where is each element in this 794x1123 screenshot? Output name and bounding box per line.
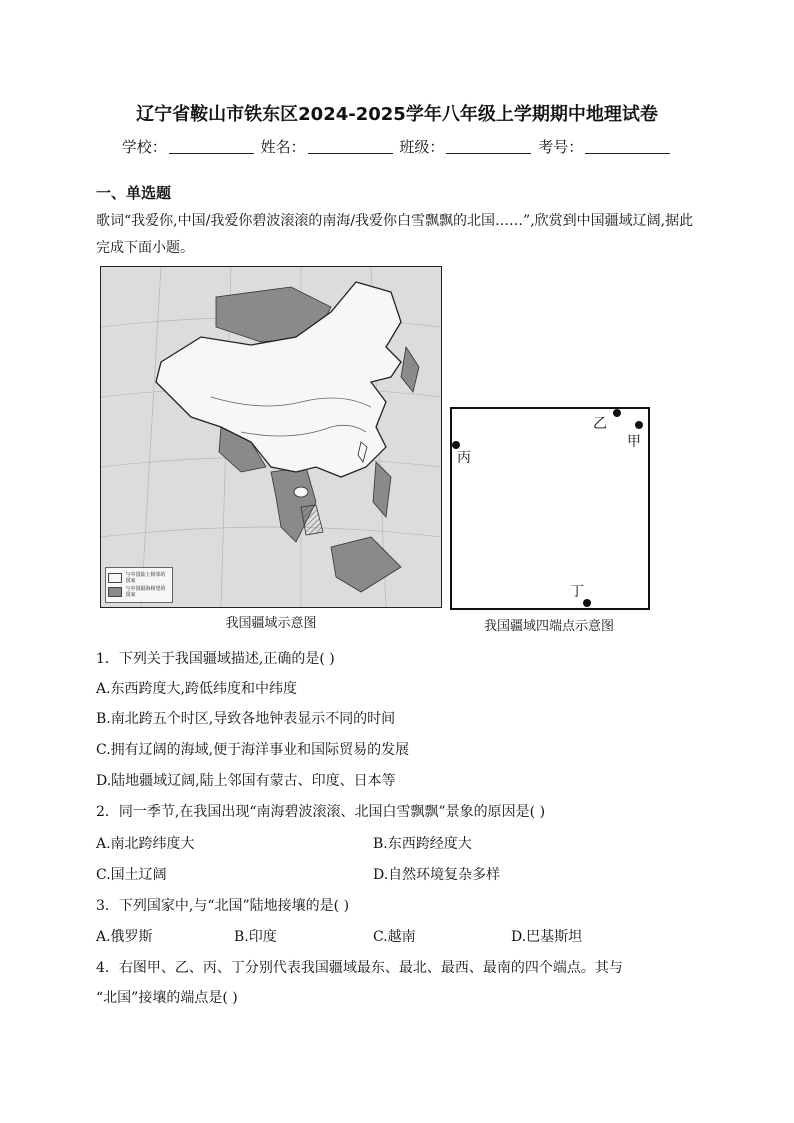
legend-swatch-land bbox=[108, 573, 122, 583]
point-jia-marker bbox=[635, 421, 643, 429]
legend-label-land: 与中国陆上相邻的国家 bbox=[125, 572, 166, 584]
legend-row-land bbox=[108, 572, 170, 584]
name-label: 姓名： bbox=[260, 138, 306, 156]
question-2-option-d[interactable]: D.自然环境复杂多样 bbox=[373, 867, 501, 883]
question-3-option-d[interactable]: D.巴基斯坦 bbox=[511, 929, 583, 945]
extreme-points-diagram bbox=[450, 407, 650, 610]
question-3-option-b[interactable]: B.印度 bbox=[234, 929, 277, 945]
question-3-option-c[interactable]: C.越南 bbox=[373, 929, 416, 945]
question-2-stem: 2．同一季节,在我国出现“南海碧波滚滚、北国白雪飘飘”景象的原因是( ) bbox=[96, 804, 546, 820]
class-label: 班级： bbox=[399, 138, 445, 156]
china-territory-map bbox=[100, 266, 442, 608]
question-3-option-a[interactable]: A.俄罗斯 bbox=[96, 929, 153, 945]
question-3-stem: 3．下列国家中,与“北国”陆地接壤的是( ) bbox=[96, 898, 350, 914]
question-1-option-d[interactable]: D.陆地疆域辽阔,陆上邻国有蒙古、印度、日本等 bbox=[96, 773, 396, 789]
exam-number-label: 考号： bbox=[538, 138, 584, 156]
question-2-option-b[interactable]: B.东西跨经度大 bbox=[373, 836, 472, 852]
section-title: 一、单选题 bbox=[96, 184, 172, 202]
point-yi-marker bbox=[613, 409, 621, 417]
point-jia-label: 甲 bbox=[627, 434, 641, 450]
point-ding-label: 丁 bbox=[570, 584, 584, 600]
name-blank[interactable] bbox=[308, 139, 393, 154]
school-label: 学校： bbox=[121, 138, 167, 156]
map-caption: 我国疆域示意图 bbox=[225, 616, 317, 631]
question-1-option-c[interactable]: C.拥有辽阔的海域,便于海洋事业和国际贸易的发展 bbox=[96, 742, 410, 758]
exam-title: 辽宁省鞍山市铁东区2024-2025学年八年级上学期期中地理试卷 bbox=[136, 104, 658, 125]
question-1-option-b[interactable]: B.南北跨五个时区,导致各地钟表显示不同的时间 bbox=[96, 711, 396, 727]
question-2-option-a[interactable]: A.南北跨纬度大 bbox=[96, 836, 195, 852]
question-1-stem: 1．下列关于我国疆域描述,正确的是( ) bbox=[96, 651, 335, 667]
question-4-stem-line1: 4．右图甲、乙、丙、丁分别代表我国疆域最东、最北、最西、最南的四个端点。其与 bbox=[96, 960, 623, 976]
points-caption: 我国疆域四端点示意图 bbox=[483, 619, 614, 634]
point-yi-label: 乙 bbox=[593, 416, 607, 432]
exam-number-blank[interactable] bbox=[585, 139, 670, 154]
intro-text: 歌词“我爱你,中国/我爱你碧波滚滚的南海/我爱你白雪飘飘的北国……”,欣赏到中国疆域辽阔,据此完成下面小题。 bbox=[96, 213, 694, 256]
map-graphic bbox=[101, 267, 441, 607]
point-ding-marker bbox=[583, 599, 591, 607]
map-legend bbox=[105, 567, 173, 603]
question-2-option-c[interactable]: C.国土辽阔 bbox=[96, 867, 167, 883]
question-4-stem-line2: “北国”接壤的端点是( ) bbox=[96, 990, 238, 1006]
point-bing-label: 丙 bbox=[457, 450, 471, 466]
school-blank[interactable] bbox=[169, 139, 254, 154]
class-blank[interactable] bbox=[446, 139, 531, 154]
legend-label-sea: 与中国隔海相望的国家 bbox=[125, 586, 166, 598]
legend-row-sea bbox=[108, 586, 170, 598]
legend-swatch-sea bbox=[108, 587, 122, 597]
student-info-row bbox=[0, 136, 794, 157]
question-1-option-a[interactable]: A.东西跨度大,跨低纬度和中纬度 bbox=[96, 681, 298, 697]
